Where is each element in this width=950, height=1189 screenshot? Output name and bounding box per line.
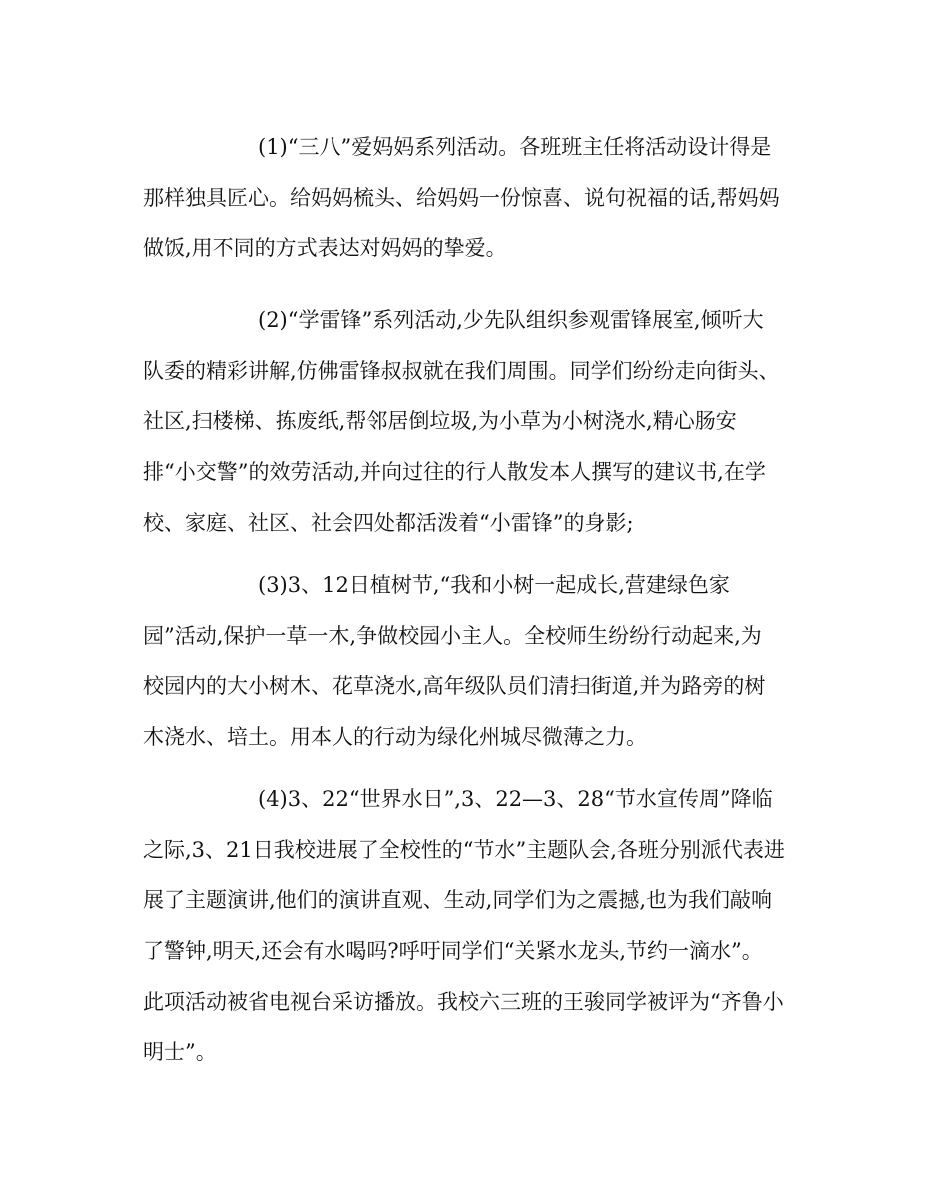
paragraph-arbor-day xyxy=(143,560,823,763)
text-line: (1)“三八”爱妈妈系列活动。各班班主任将活动设计得是 xyxy=(258,135,772,159)
text-line: (2)“学雷锋”系列活动,少先队组织参观雷锋展室,倾听大 xyxy=(258,308,764,332)
paragraph-san-ba-activity xyxy=(143,122,823,274)
text-line: 那样独具匠心。给妈妈梳头、给妈妈一份惊喜、说句祝福的话,帮妈妈 xyxy=(143,185,780,210)
text-line: 社区,扫楼梯、拣废纸,帮邻居倒垃圾,为小草为小树浇水,精心肠安 xyxy=(143,409,737,434)
text-line: 队委的精彩讲解,仿佛雷锋叔叔就在我们周围。同学们纷纷走向街头、 xyxy=(143,358,780,383)
text-line: 校、家庭、社区、社会四处都活泼着“小雷锋”的身影; xyxy=(143,510,634,535)
paragraph-learn-leifeng xyxy=(143,295,823,548)
text-line: 了警钟,明天,还会有水喝吗?呼吁同学们“关紧水龙头,节约一滴水”。 xyxy=(143,939,763,964)
text-line: 做饭,用不同的方式表达对妈妈的挚爱。 xyxy=(143,236,507,261)
text-line: 此项活动被省电视台采访播放。我校六三班的王骏同学被评为“齐鲁小 xyxy=(143,989,784,1014)
text-line: 之际,3、21日我校进展了全校性的“节水”主题队会,各班分别派代表进 xyxy=(143,837,785,862)
text-line: (4)3、22“世界水日”,3、22—3、28“节水宣传周”降临 xyxy=(258,787,773,811)
text-line: 木浇水、培土。用本人的行动为绿化州城尽微薄之力。 xyxy=(143,725,647,750)
text-line: 园”活动,保护一草一木,争做校园小主人。全校师生纷纷行动起来,为 xyxy=(143,623,762,648)
text-line: 排“小交警”的效劳活动,并向过往的行人散发本人撰写的建议书,在学 xyxy=(143,460,766,485)
text-line: (3)3、12日植树节,“我和小树一起成长,营建绿色家 xyxy=(258,573,730,597)
text-line: 明士”。 xyxy=(143,1040,217,1065)
paragraph-world-water-day xyxy=(143,774,823,1078)
text-line: 校园内的大小树木、花草浇水,高年级队员们清扫街道,并为路旁的树 xyxy=(143,674,766,699)
text-line: 展了主题演讲,他们的演讲直观、生动,同学们为之震撼,也为我们敲响 xyxy=(143,888,773,913)
